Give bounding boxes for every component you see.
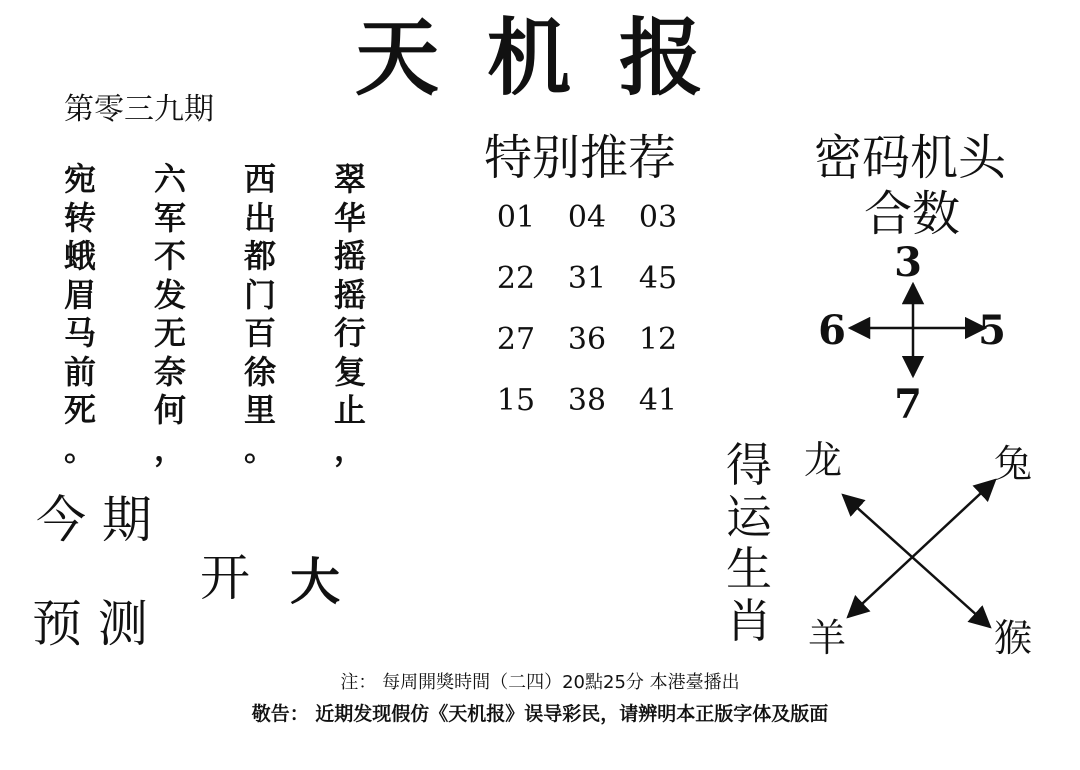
cross-top-digit: 3 xyxy=(894,239,922,286)
prediction-line-1: 今 期 xyxy=(36,491,152,549)
prediction-line-2: 预 测 xyxy=(32,595,148,653)
poem-char: 马 xyxy=(63,314,96,352)
cross-right-digit: 5 xyxy=(978,307,1006,354)
poem-char: 何 xyxy=(153,391,186,429)
poem-char: 复 xyxy=(333,352,366,391)
zodiac-top-right: 兔 xyxy=(994,442,1033,486)
special-number: 38 xyxy=(567,383,607,418)
special-number: 36 xyxy=(567,322,607,357)
poem-char: 蛾 xyxy=(63,237,96,275)
poem-char: 门 xyxy=(243,275,276,314)
zodiac-top-left: 龙 xyxy=(804,438,843,482)
issue-number: 第零三九期 xyxy=(64,92,214,127)
special-number: 03 xyxy=(638,200,678,235)
poem-char: 无 xyxy=(153,314,186,352)
zodiac-vertical-char: 得 xyxy=(726,438,772,492)
poem-char: 里 xyxy=(243,391,276,429)
poem-char: 死 xyxy=(63,391,96,429)
zodiac-vertical-char: 生 xyxy=(726,542,772,596)
poem-char: 华 xyxy=(333,198,366,237)
poem-char: ， xyxy=(333,429,366,468)
footer-note: 注： 每周開獎時間（二四）20點25分 本港臺播出 xyxy=(340,672,740,693)
poem-char: 。 xyxy=(63,429,96,468)
special-number: 12 xyxy=(638,322,678,357)
poem-char: 止 xyxy=(333,391,366,429)
poem-char: 。 xyxy=(243,429,276,468)
poem-char: 发 xyxy=(153,275,186,314)
poem-char: 摇 xyxy=(333,275,366,314)
poem-char: 西 xyxy=(243,160,276,198)
poem-char: 六 xyxy=(153,160,186,198)
special-number: 27 xyxy=(496,322,536,357)
poem-char: 宛 xyxy=(63,160,96,198)
poem-char: 转 xyxy=(63,198,96,237)
zodiac-vertical-char: 运 xyxy=(726,490,772,544)
zodiac-vertical-char: 肖 xyxy=(726,594,772,648)
prediction-word-open: 开 xyxy=(200,549,250,607)
poem-char: 不 xyxy=(153,237,186,275)
special-heading: 特别推荐 xyxy=(484,130,677,186)
zodiac-diagonal-arrow-icon xyxy=(848,480,995,617)
poem-char: ， xyxy=(153,429,186,468)
special-number: 31 xyxy=(567,261,607,296)
poem-char: 翠 xyxy=(333,160,366,198)
poem-char: 出 xyxy=(243,198,276,237)
prediction-word-big: 大 xyxy=(290,552,340,611)
poem-char: 百 xyxy=(243,314,276,352)
password-heading: 密码机头 xyxy=(814,130,1007,186)
poem-char: 摇 xyxy=(333,237,366,275)
poem-char: 眉 xyxy=(63,275,96,314)
poem-char: 行 xyxy=(333,314,366,352)
footer-warning: 敬告： 近期发现假仿《天机报》误导彩民，请辨明本正版字体及版面 xyxy=(251,703,829,725)
special-number: 01 xyxy=(496,200,536,235)
combined-number-heading: 合数 xyxy=(864,186,961,242)
special-number: 04 xyxy=(567,200,607,235)
zodiac-bottom-right: 猴 xyxy=(994,616,1033,660)
cross-left-digit: 6 xyxy=(818,307,846,354)
newspaper-title: 天机报 xyxy=(355,8,752,107)
poem-char: 徐 xyxy=(243,352,276,391)
poem-char: 军 xyxy=(153,198,186,237)
cross-bottom-digit: 7 xyxy=(894,381,922,428)
special-number: 22 xyxy=(496,261,536,296)
special-number: 45 xyxy=(638,261,678,296)
special-number: 41 xyxy=(638,383,678,418)
poem-char: 奈 xyxy=(153,352,186,391)
poem-char: 都 xyxy=(243,237,276,275)
poem-char: 前 xyxy=(63,352,96,391)
special-number: 15 xyxy=(496,383,536,418)
zodiac-bottom-left: 羊 xyxy=(808,616,847,660)
zodiac-diagonal-arrow-icon xyxy=(843,495,990,627)
